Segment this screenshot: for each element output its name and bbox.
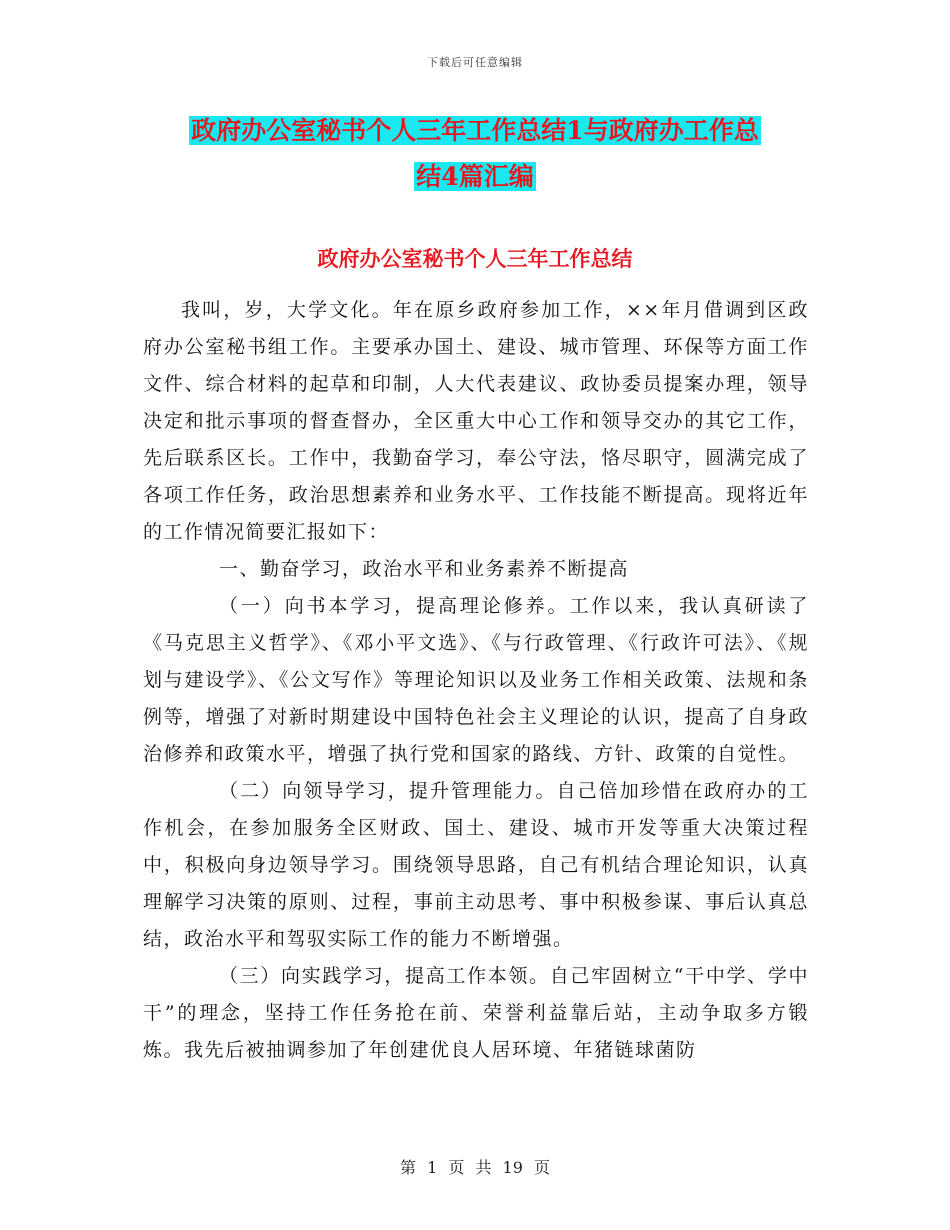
section-title: 政府办公室秘书个人三年工作总结 [317,246,633,271]
page-number: 第 1 页 共 19 页 [400,1158,550,1177]
document-title-line-1: 政府办公室秘书个人三年工作总结1与政府办工作总 [191,116,759,145]
paragraph-1: （一）向书本学习，提高理论修养。工作以来，我认真研读了《马克思主义哲学》、《邓小平文选》、《与行政管理、《行政许可法》、《规划与建设学》、《公文写作》等理论知识以及业务工作相关政策、法规和条例等，增强了对新时期建设中国特色社会主义理论的认识，提高了自身政治修养和政策水平，增强了执行党和国家的路线、方针、政策的自觉性。 [143,595,809,765]
paragraph-3: （三）向实践学习，提高工作本领。自己牢固树立“干中学、学中干”的理念，坚持工作任务抢在前、荣誉利益靠后站，主动争取多方锻炼。我先后被抽调参加了年创建优良人居环境、年猪链球菌防 [143,965,809,1061]
document-title [0,108,950,200]
document-body [143,292,809,1069]
section-heading-1: 一、勤奋学习，政治水平和业务素养不断提高 [219,558,630,580]
document-title-line-2: 结4篇汇编 [416,162,534,191]
paragraph-2: （二）向领导学习，提升管理能力。自己倍加珍惜在政府办的工作机会，在参加服务全区财政、国土、建设、城市开发等重大决策过程中，积极向身边领导学习。围绕领导思路，自己有机结合理论知识，认真理解学习决策的原则、过程，事前主动思考、事中积极参谋、事后认真总结，政治水平和驾驭实际工作的能力不断增强。 [143,780,809,950]
paragraph-intro: 我叫，岁，大学文化。年在原乡政府参加工作，××年月借调到区政府办公室秘书组工作。主要承办国土、建设、城市管理、环保等方面工作文件、综合材料的起草和印制，人大代表建议、政协委员提案办理，领导决定和批示事项的督查督办，全区重大中心工作和领导交办的其它工作，先后联系区长。工作中，我勤奋学习，奉公守法，恪尽职守，圆满完成了各项工作任务，政治思想素养和业务水平、工作技能不断提高。现将近年的工作情况简要汇报如下： [143,299,809,543]
page-header-note: 下载后可任意编辑 [427,56,523,69]
